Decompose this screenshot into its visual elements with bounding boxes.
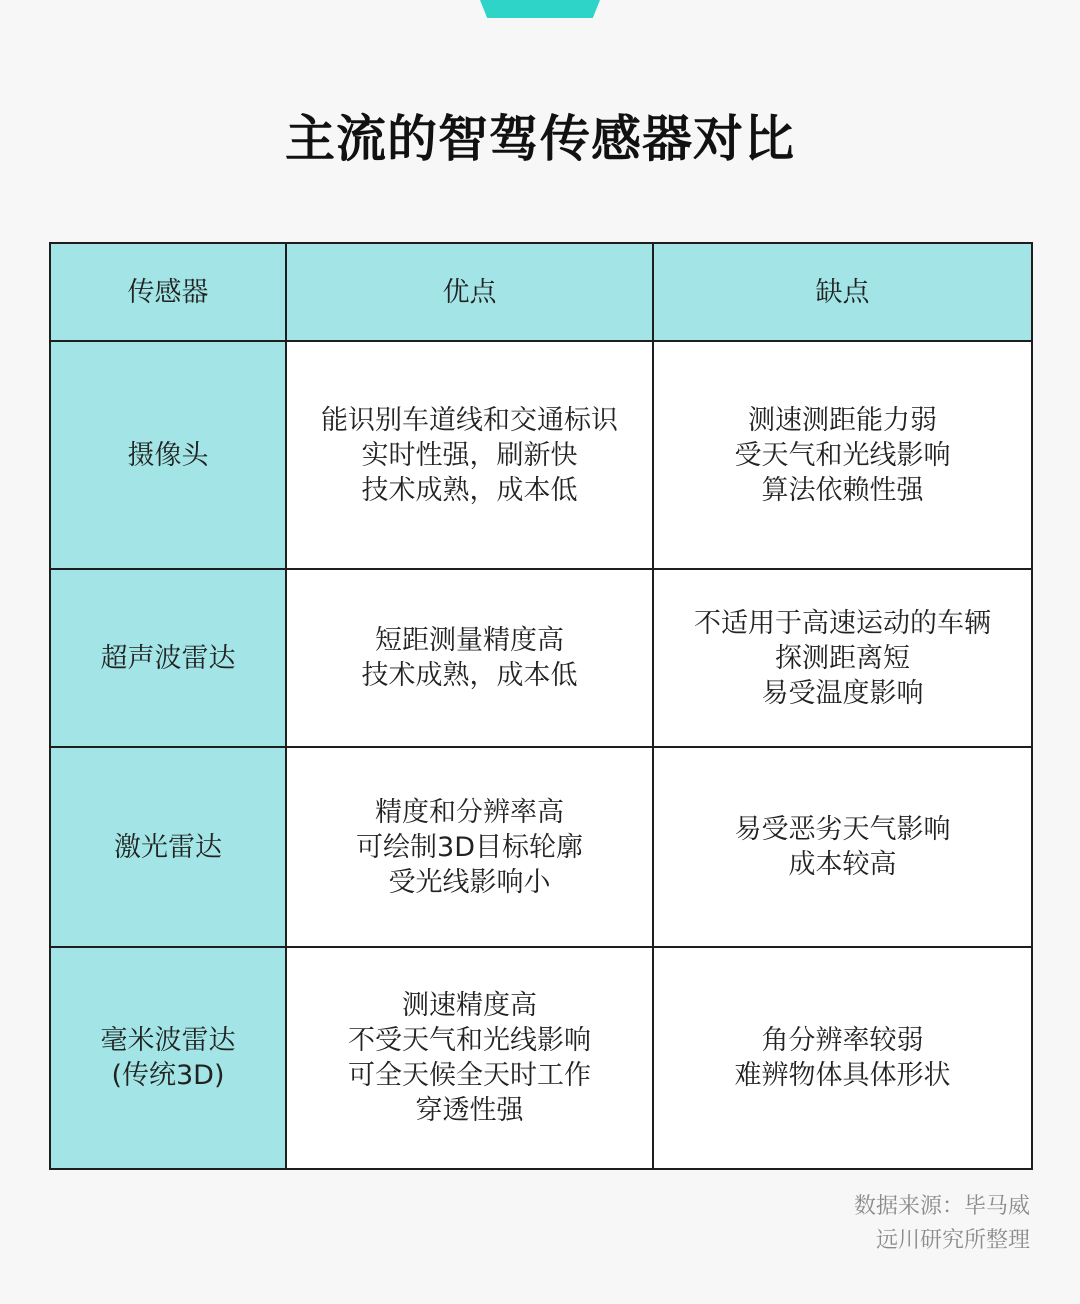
source-line: 数据来源：毕马威 [853, 1194, 1030, 1219]
cons-cell [653, 947, 1032, 1169]
sensor-cell [50, 947, 286, 1169]
cons-cell [653, 341, 1032, 569]
sensor-cell [50, 569, 286, 747]
pros-line: 穿透性强 [415, 1095, 524, 1126]
pros-line: 可绘制3D目标轮廓 [356, 831, 583, 863]
table-row [50, 747, 1032, 947]
cons-line: 难辨物体具体形状 [734, 1060, 951, 1091]
cons-line: 受天气和光线影响 [734, 439, 951, 471]
cons-line: 易受温度影响 [761, 677, 924, 709]
sensor-name: 超声波雷达 [100, 642, 236, 674]
sensor-subname: (传统3D) [111, 1060, 225, 1091]
pros-cell [286, 569, 653, 747]
pros-cell [286, 947, 653, 1169]
table-row [50, 947, 1032, 1169]
sensor-name: 毫米波雷达 [100, 1025, 236, 1056]
pros-line: 实时性强，刷新快 [361, 439, 578, 471]
sensor-cell [50, 341, 286, 569]
pros-line: 能识别车道线和交通标识 [321, 404, 618, 436]
cons-cell [653, 569, 1032, 747]
table-row [50, 569, 1032, 747]
top-accent-tab [480, 0, 600, 18]
sensor-name: 摄像头 [127, 439, 209, 471]
header-sensor: 传感器 [50, 243, 286, 341]
pros-line: 测速精度高 [402, 990, 537, 1021]
pros-line: 技术成熟，成本低 [361, 660, 578, 691]
cons-line: 测速测距能力弱 [748, 404, 937, 436]
sensor-comparison-table [49, 242, 1033, 1170]
sensor-name: 激光雷达 [114, 831, 222, 863]
sensor-cell [50, 747, 286, 947]
pros-line: 技术成熟，成本低 [361, 474, 578, 506]
table-header-row [50, 243, 1032, 341]
pros-line: 不受天气和光线影响 [348, 1025, 591, 1056]
header-pros: 优点 [286, 243, 653, 341]
data-source-note [854, 1190, 1030, 1258]
source-line: 远川研究所整理 [875, 1228, 1030, 1253]
page-title: 主流的智驾传感器对比 [285, 110, 795, 168]
cons-line: 易受恶劣天气影响 [734, 814, 951, 845]
pros-line: 短距测量精度高 [375, 625, 564, 656]
table-row [50, 341, 1032, 569]
pros-line: 受光线影响小 [388, 866, 551, 898]
cons-line: 不适用于高速运动的车辆 [694, 607, 991, 639]
pros-cell [286, 747, 653, 947]
pros-cell [286, 341, 653, 569]
pros-line: 精度和分辨率高 [375, 796, 564, 828]
pros-line: 可全天候全天时工作 [348, 1060, 591, 1091]
cons-line: 成本较高 [788, 849, 897, 880]
header-cons: 缺点 [653, 243, 1032, 341]
cons-line: 探测距离短 [775, 642, 910, 674]
cons-line: 算法依赖性强 [761, 474, 924, 506]
cons-line: 角分辨率较弱 [761, 1025, 924, 1056]
cons-cell [653, 747, 1032, 947]
